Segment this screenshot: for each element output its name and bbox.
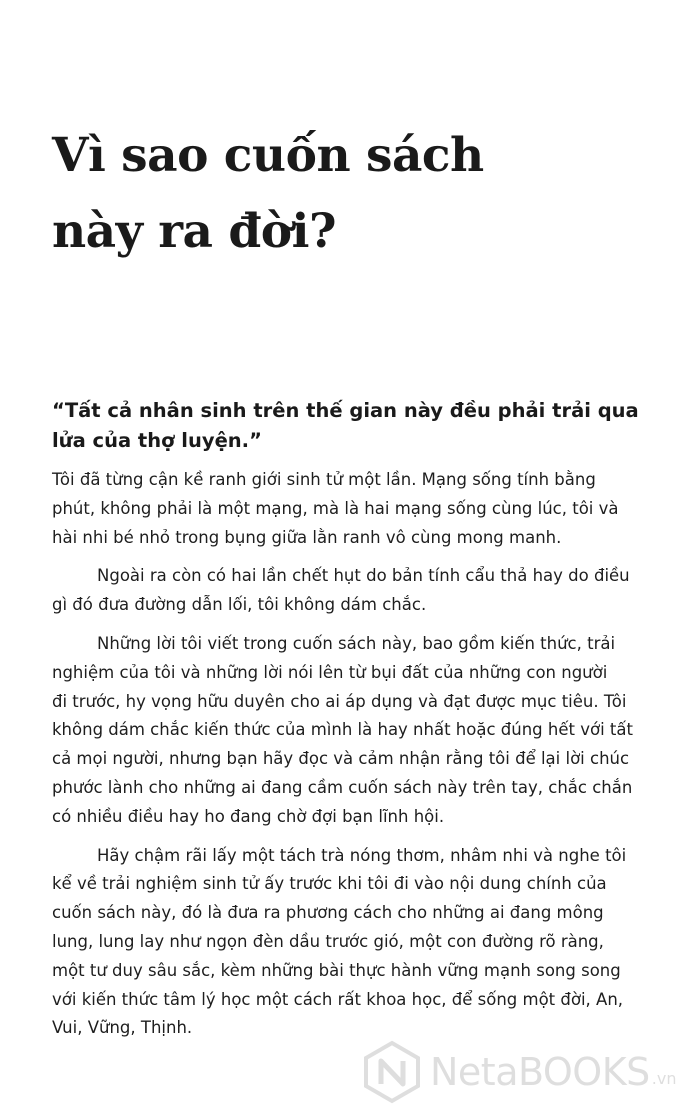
- paragraph: [52, 562, 652, 620]
- paragraph-line: với kiến thức tâm lý học một cách rất khoa học, để sống một đời, An,: [52, 989, 624, 1009]
- netabooks-watermark: [362, 1040, 676, 1104]
- paragraph-line: lung, lung lay như ngọn đèn dầu trước gió, một con đường rõ ràng,: [52, 931, 604, 951]
- paragraph-line: Vui, Vững, Thịnh.: [52, 1018, 193, 1038]
- paragraph-line: Những lời tôi viết trong cuốn sách này, bao gồm kiến thức, trải: [97, 633, 616, 653]
- chapter-title-line: này ra đời?: [52, 204, 336, 259]
- paragraph-line: gì đó đưa đường dẫn lối, tôi không dám chắc.: [52, 595, 427, 615]
- paragraph-line: một tư duy sâu sắc, kèm những bài thực hành vững mạnh song song: [52, 960, 621, 980]
- neta-logo-icon: [362, 1040, 422, 1104]
- paragraph-line: kể về trải nghiệm sinh tử ấy trước khi tôi đi vào nội dung chính của: [52, 874, 607, 894]
- paragraph-line: hài nhi bé nhỏ trong bụng giữa lằn ranh vô cùng mong manh.: [52, 527, 562, 547]
- paragraph-line: Tôi đã từng cận kề ranh giới sinh tử một lần. Mạng sống tính bằng: [52, 470, 596, 489]
- body-text: [52, 466, 652, 1053]
- epigraph-quote: [52, 396, 652, 456]
- quote-line: lửa của thợ luyện.”: [52, 429, 262, 452]
- paragraph-line: cả mọi người, nhưng bạn hãy đọc và cảm nhận rằng tôi để lại lời chúc: [52, 749, 630, 769]
- paragraph-line: đi trước, hy vọng hữu duyên cho ai áp dụng và đạt được mục tiêu. Tôi: [52, 691, 627, 711]
- paragraph-line: phước lành cho những ai đang cầm cuốn sách này trên tay, chắc chắn: [52, 777, 633, 797]
- paragraph-line: phút, không phải là một mạng, mà là hai mạng sống cùng lúc, tôi và: [52, 498, 619, 518]
- watermark-brand: NetaBOOKS: [430, 1050, 650, 1094]
- paragraph-line: không dám chắc kiến thức của mình là hay nhất hoặc đúng hết với tất: [52, 720, 633, 740]
- paragraph-line: nghiệm của tôi và những lời nói lên từ bụi đất của những con người: [52, 662, 608, 682]
- paragraph-line: cuốn sách này, đó là đưa ra phương cách cho những ai đang mông: [52, 903, 604, 923]
- chapter-title: [52, 118, 652, 270]
- paragraph: [52, 466, 652, 552]
- quote-line: “Tất cả nhân sinh trên thế gian này đều phải trải qua: [52, 399, 639, 422]
- paragraph-line: Hãy chậm rãi lấy một tách trà nóng thơm, nhâm nhi và nghe tôi: [97, 845, 627, 865]
- watermark-suffix: .vn: [651, 1069, 677, 1088]
- paragraph-line: có nhiều điều hay ho đang chờ đợi bạn lĩnh hội.: [52, 806, 445, 826]
- paragraph: [52, 842, 652, 1044]
- paragraph-line: Ngoài ra còn có hai lần chết hụt do bản tính cẩu thả hay do điều: [97, 566, 630, 586]
- paragraph: [52, 630, 652, 832]
- chapter-title-line: Vì sao cuốn sách: [52, 128, 484, 183]
